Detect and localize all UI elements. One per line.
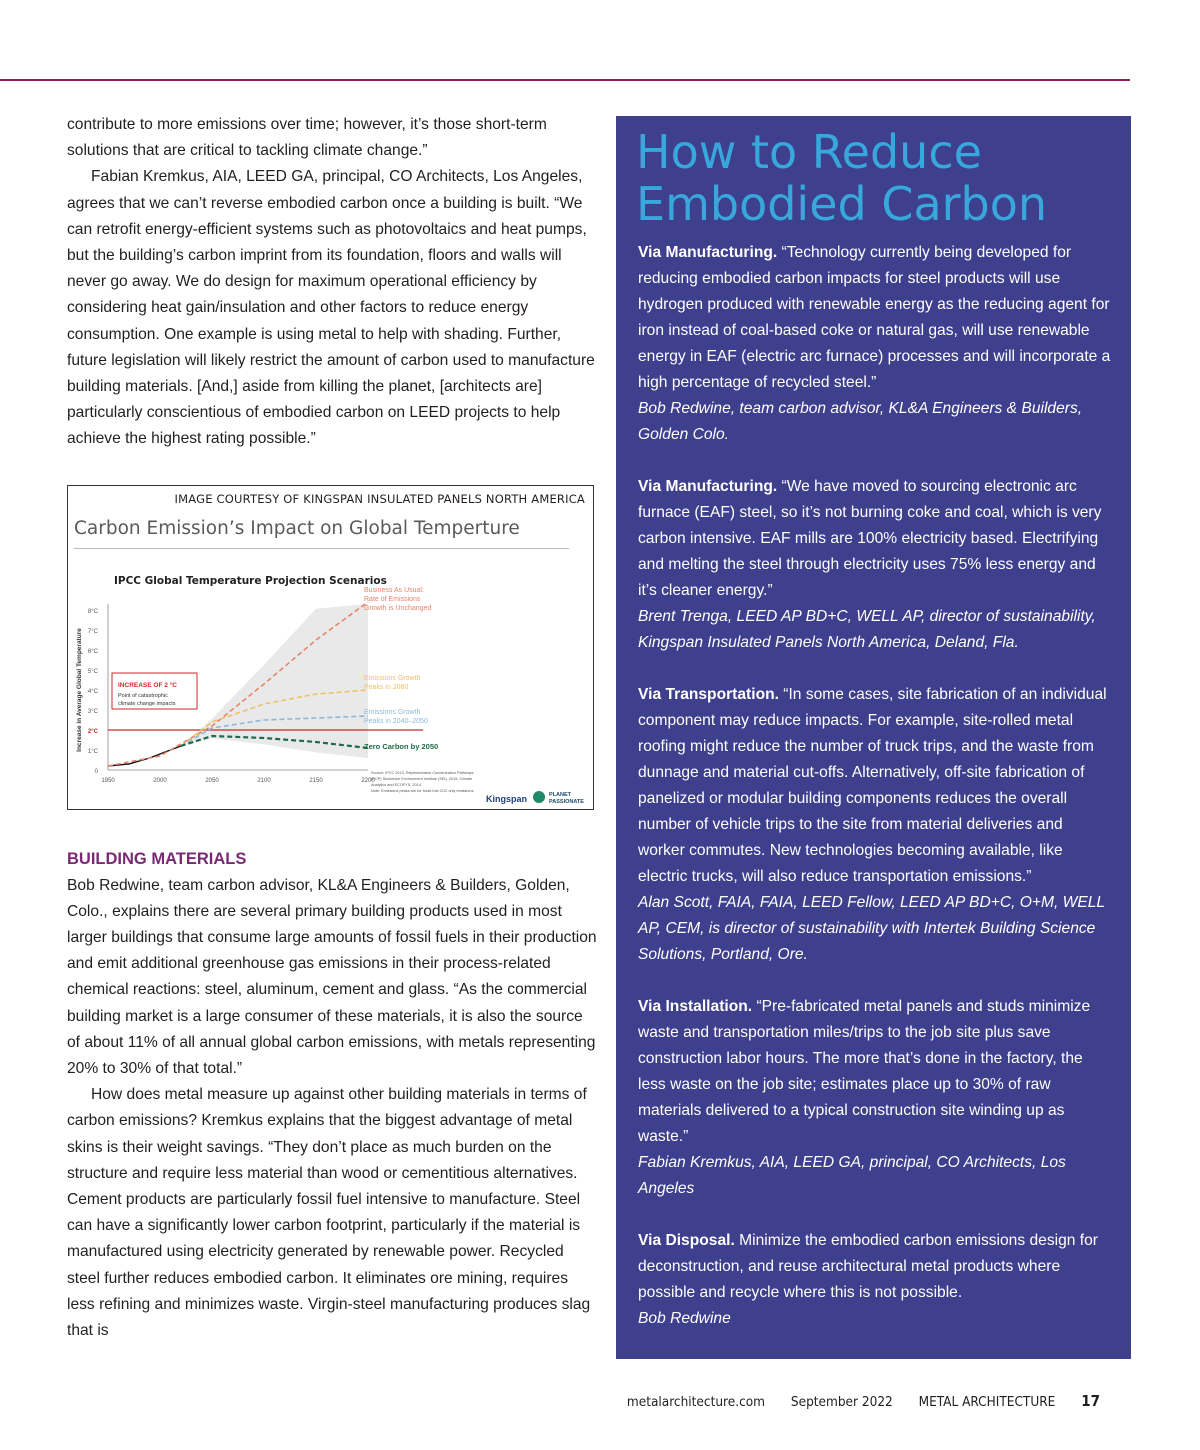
sidebar-item-text: “Pre-fabricated metal panels and studs minimize waste and transportation miles/trips to the job site plus save construction labor hours. The more that’s done in the factory, the less waste on the job site; estimates place up to 30% of raw materials delivered to a typical construction site winding up as waste.” xyxy=(638,998,1091,1145)
y-tick-label: 6°C xyxy=(87,648,98,655)
source-note: Source: IPCC 2013, Representative Concentration Pathways xyxy=(371,770,474,775)
y-tick-label: 2°C xyxy=(87,728,98,735)
figure-title: Carbon Emission’s Impact on Global Temperture xyxy=(74,517,520,539)
sidebar-item-text: Minimize the embodied carbon emissions design for deconstruction, and reuse architectural metal products where possible and recycle where this is not possible. xyxy=(638,1232,1098,1301)
sidebar-item-label: Via Disposal. xyxy=(638,1232,735,1249)
sidebar-item-text: “Technology currently being developed for reducing embodied carbon impacts for steel products will use hydrogen produced with renewable energy as the reducing agent for iron instead of coal-based coke or natural gas, will use renewable energy in EAF (electric arc furnace) processes and will incorporate a high percentage of recycled steel.” xyxy=(638,244,1111,391)
image-credit: IMAGE COURTESY OF KINGSPAN INSULATED PANELS NORTH AMERICA xyxy=(174,491,585,506)
y-tick-label: 1°C xyxy=(87,748,98,755)
article-paragraph: contribute to more emissions over time; however, it’s those short-term solutions that are critical to tackling climate change.” xyxy=(67,116,547,160)
chart-figure xyxy=(67,485,594,810)
sidebar-item-attribution: Brent Trenga, LEED AP BD+C, WELL AP, director of sustainability, Kingspan Insulated Panels North America, Deland, Fla. xyxy=(638,608,1096,651)
article-paragraph: How does metal measure up against other building materials in terms of carbon emissions? Kremkus explains that the biggest advantage of metal skins is their weight savings. “They don’t place as much burden on the structure and require less material than wood or cementitious alternatives. Cement products are particularly fossil fuel intensive to manufacture. Steel can have a significantly lower carbon footprint, particularly if the material is manufactured using electricity generated by renewable power. Recycled steel further reduces embodied carbon. It eliminates ore mining, requires less refining and minimizes waste. Virgin-steel manufacturing produces slag that is xyxy=(67,1086,591,1340)
x-tick-label: 1950 xyxy=(101,777,115,784)
sidebar-item-attribution: Bob Redwine, team carbon advisor, KL&A Engineers & Builders, Golden Colo. xyxy=(638,400,1083,443)
series-label: Peaks in 2040–2050 xyxy=(364,717,428,725)
x-tick-label: 2100 xyxy=(257,777,271,784)
sidebar-box xyxy=(616,116,1131,1359)
x-tick-label: 2200 xyxy=(361,777,375,784)
series-label: Peaks in 2080 xyxy=(364,683,409,691)
y-tick-label: 5°C xyxy=(87,668,98,675)
sidebar-item xyxy=(638,240,1113,448)
footer-date: September 2022 xyxy=(790,1394,893,1410)
chart-subtitle: IPCC Global Temperature Projection Scenarios xyxy=(114,574,387,587)
x-tick-label: 2150 xyxy=(309,777,323,784)
sidebar-item xyxy=(638,474,1113,656)
footer-site-link[interactable]: metalarchitecture.com xyxy=(626,1394,766,1410)
footer-publication: METAL ARCHITECTURE xyxy=(918,1394,1056,1410)
y-tick-label: 3°C xyxy=(87,708,98,715)
threshold-callout-label: INCREASE OF 2 °C xyxy=(118,681,177,689)
article-paragraph: Bob Redwine, team carbon advisor, KL&A Engineers & Builders, Golden, Colo., explains there are several primary building products used in most larger buildings that consume large amounts of fossil fuels in their production and emit additional greenhouse gas emissions in their process-related chemical reactions: steel, aluminum, cement and glass. “As the commercial building market is a large consumer of these materials, it is also the source of about 11% of all annual global carbon emissions, with metals representing 20% to 30% of that total.” xyxy=(67,876,597,1078)
sidebar-item-attribution: Bob Redwine xyxy=(638,1310,731,1327)
temperature-projection-chart xyxy=(68,550,594,810)
page-number: 17 xyxy=(1081,1392,1100,1410)
sidebar-item xyxy=(638,1228,1113,1332)
sidebar-title xyxy=(636,126,1113,230)
uncertainty-band xyxy=(181,604,368,758)
y-tick-label: 0 xyxy=(94,768,98,775)
series-label: Zero Carbon by 2050 xyxy=(364,741,439,751)
source-note: Note: Emissions peaks are for fossil fuel CO2 only emissions. xyxy=(371,788,475,793)
sidebar-item xyxy=(638,994,1113,1202)
sidebar-item-label: Via Installation. xyxy=(638,998,753,1015)
article-left-column xyxy=(67,112,597,1344)
y-axis-label: Increase in Average Global Temperature xyxy=(76,627,83,752)
sidebar-item-label: Via Transportation. xyxy=(638,686,779,703)
y-tick-label: 7°C xyxy=(87,628,98,635)
source-note: (RCP) Stockholm Environment Institute (SEI), 2015, Climate xyxy=(371,776,473,781)
historical-line xyxy=(108,746,181,766)
sidebar-item-text: “We have moved to sourcing electronic arc furnace (EAF) steel, so it’s not burning coke and coal, which is very carbon intensive. EAF mills are 100% electricity based. Electrifying and melting the steel through electricity uses 75% less energy and it’s cleaner energy.” xyxy=(638,478,1102,599)
sidebar-item-text: “In some cases, site fabrication of an individual component may reduce impacts. For example, site-rolled metal roofing might reduce the number of truck trips, and the waste from dunnage and material cut-offs. Alternatively, off-site fabrication of panelized or modular building components reduces the overall number of vehicle trips to the site from material deliveries and worker commutes. New technologies becoming available, like electric trucks, will also reduce transportation emissions.” xyxy=(638,686,1107,885)
x-tick-label: 2050 xyxy=(205,777,219,784)
sidebar-item-attribution: Alan Scott, FAIA, FAIA, LEED Fellow, LEED AP BD+C, O+M, WELL AP, CEM, is director of sustainability with Intertek Building Science Solutions, Portland, Ore. xyxy=(638,894,1105,963)
threshold-callout-note: Point of catastrophic xyxy=(118,692,168,699)
top-rule xyxy=(0,79,1130,81)
series-label: Rate of Emissions xyxy=(364,595,421,603)
sidebar-title-line: Embodied Carbon xyxy=(636,177,1048,231)
figure-title-rule xyxy=(74,548,569,549)
planet-passionate-logo: PLANET xyxy=(549,791,571,798)
threshold-callout-note: climate change impacts xyxy=(118,700,176,707)
sidebar-title-line: How to Reduce xyxy=(636,125,982,179)
sidebar-item xyxy=(638,682,1113,968)
kingspan-logo: Kingspan xyxy=(486,793,528,804)
y-tick-label: 8°C xyxy=(87,608,98,615)
section-heading: BUILDING MATERIALS xyxy=(67,849,247,868)
sidebar-item-attribution: Fabian Kremkus, AIA, LEED GA, principal, CO Architects, Los Angeles xyxy=(638,1154,1066,1197)
sidebar-item-label: Via Manufacturing. xyxy=(638,478,778,495)
sidebar-item-label: Via Manufacturing. xyxy=(638,244,778,261)
page-footer xyxy=(605,1392,1100,1410)
y-tick-label: 4°C xyxy=(87,688,98,695)
series-label: Emissions Growth xyxy=(364,708,421,716)
planet-passionate-logo: PASSIONATE xyxy=(549,798,584,805)
article-paragraph: Fabian Kremkus, AIA, LEED GA, principal, CO Architects, Los Angeles, agrees that we can’t reverse embodied carbon once a building is built. “We can retrofit energy-efficient systems such as photovoltaics and heat pumps, but the building’s carbon imprint from its foundation, floors and walls will never go away. We do design for maximum operational efficiency by considering heat gain/insulation and other factors to reduce energy consumption. One example is using metal to help with shading. Further, future legislation will likely restrict the amount of carbon used to manufacture building materials. [And,] aside from killing the planet, [architects are] particularly conscientious of embodied carbon on LEED projects to help achieve the highest rating possible.” xyxy=(67,168,595,448)
series-label: Growth is Unchanged xyxy=(364,604,432,612)
series-label: Business As Usual: xyxy=(364,586,424,594)
series-label: Emissions Growth xyxy=(364,674,421,682)
planet-passionate-icon xyxy=(533,791,545,803)
x-tick-label: 2000 xyxy=(153,777,167,784)
source-note: Analytics and ECOFYS, 2014. xyxy=(371,782,422,787)
